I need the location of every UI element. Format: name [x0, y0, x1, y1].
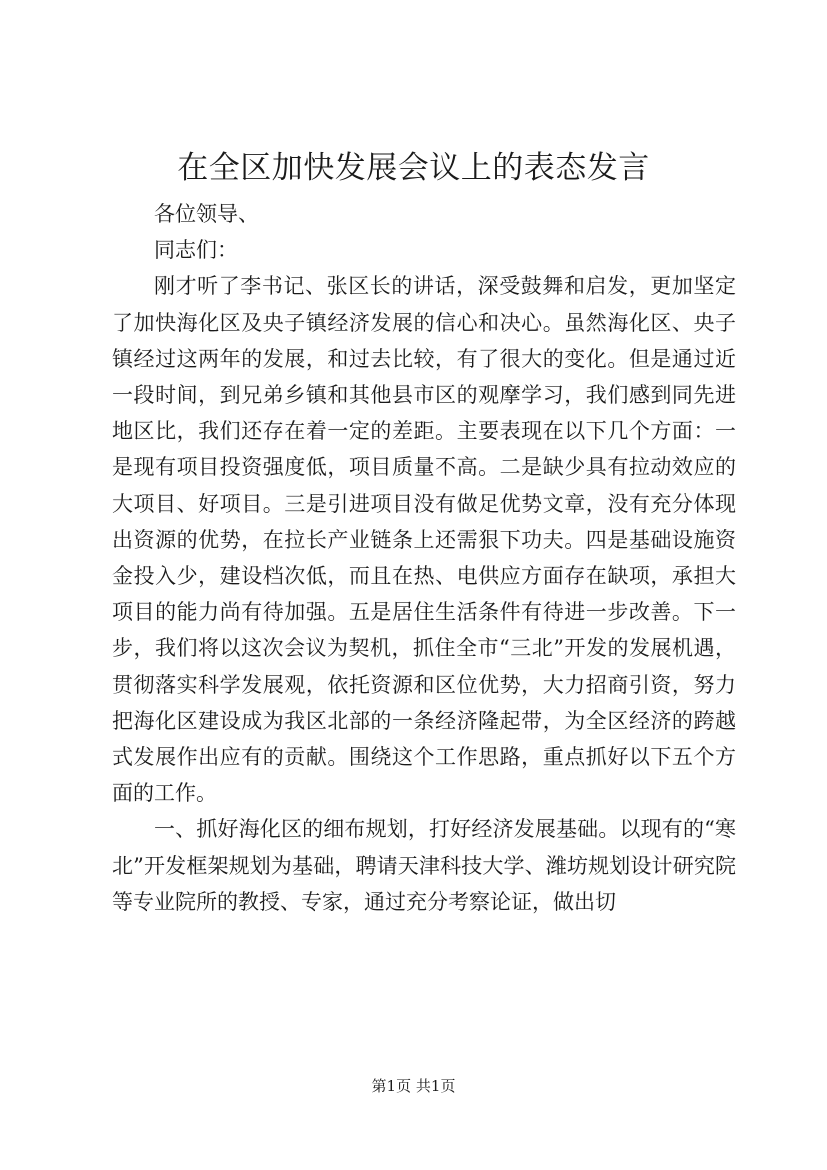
body-paragraph-1: 刚才听了李书记、张区长的讲话，深受鼓舞和启发，更加坚定了加快海化区及央子镇经济发展的信心和决心。虽然海化区、央子镇经过这两年的发展，和过去比较，有了很大的变化。但是通过近一段时间，到兄弟乡镇和其他县市区的观摩学习，我们感到同先进地区比，我们还存在着一定的差距。主要表现在以下几个方面：一是现有项目投资强度低，项目质量不高。二是缺少具有拉动效应的大项目、好项目。三是引进项目没有做足优势文章，没有充分体现出资源的优势，在拉长产业链条上还需狠下功夫。四是基础设施资金投入少，建设档次低，而且在热、电供应方面存在缺项，承担大项目的能力尚有待加强。五是居住生活条件有待进一步改善。下一步，我们将以这次会议为契机，抓住全市“三北”开发的发展机遇，贯彻落实科学发展观，依托资源和区位优势，大力招商引资，努力把海化区建设成为我区北部的一条经济隆起带，为全区经济的跨越式发展作出应有的贡献。围绕这个工作思路，重点抓好以下五个方面的工作。: [112, 274, 736, 806]
page-label-suffix: 页: [396, 1077, 412, 1095]
page-label-prefix: 第: [371, 1077, 387, 1095]
page-footer: [0, 1076, 827, 1096]
document-title: 在全区加快发展会议上的表态发言: [177, 150, 650, 186]
salutation-line-1: 各位领导、: [154, 202, 259, 226]
page-number: 1: [386, 1077, 397, 1095]
document-body: [112, 196, 736, 920]
total-pages: 1: [430, 1077, 441, 1095]
total-label-prefix: 共: [415, 1077, 431, 1095]
total-label-suffix: 页: [440, 1077, 456, 1095]
salutation-line-2: 同志们：: [154, 238, 238, 263]
body-paragraph-2: 一、抓好海化区的细布规划，打好经济发展基础。以现有的“寒北”开发框架规划为基础，聘请天津科技大学、潍坊规划设计研究院等专业院所的教授、专家，通过充分考察论证，做出切: [112, 817, 736, 914]
